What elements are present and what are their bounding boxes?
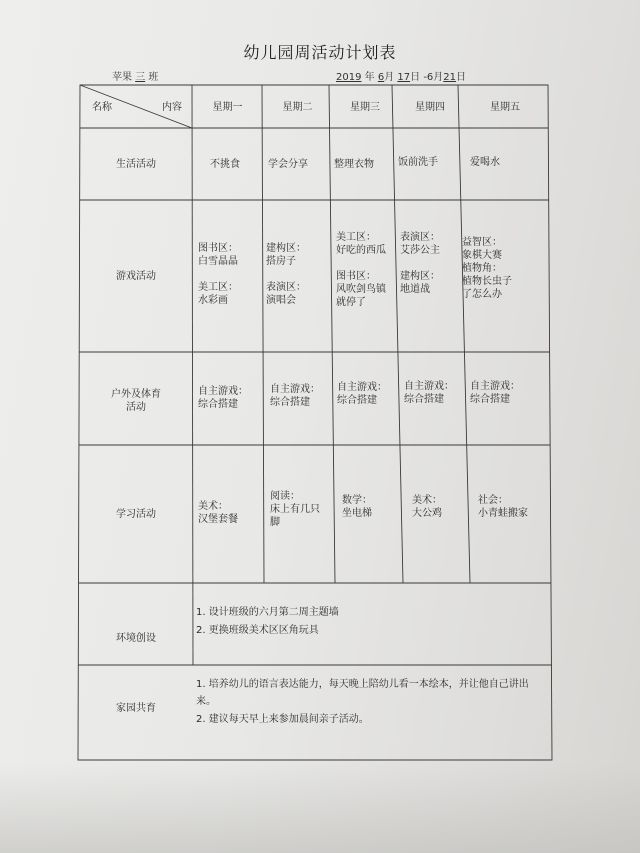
class-grade: 三 (135, 72, 146, 83)
game-tue: 建构区： 搭房子 表演区： 演唱会 (266, 243, 306, 306)
document-title: 幼儿园周活动计划表 (243, 43, 397, 62)
header-day-2: 星期二 (282, 102, 313, 113)
table-border (78, 85, 552, 760)
date-month-unit-2: 月 (433, 72, 444, 83)
row-name-environment: 环境创设 (116, 633, 156, 644)
life-mon: 不挑食 (210, 159, 240, 170)
date-start-month: 6 (377, 72, 385, 83)
class-prefix: 苹果 (112, 72, 132, 83)
study-fri: 社会： 小青蛙搬家 (478, 495, 528, 519)
col-line (458, 85, 470, 583)
header-day-4: 星期四 (415, 102, 445, 113)
col-line (192, 85, 193, 665)
date-end-month: -6 (423, 72, 434, 83)
life-tue: 学会分享 (268, 159, 308, 170)
header-day-1: 星期一 (212, 102, 243, 113)
col-line (262, 85, 264, 583)
family-line-1: 1. 培养幼儿的语言表达能力，每天晚上陪幼儿看一本绘本，并让他自己讲出来。 (196, 679, 529, 707)
family-line-2: 2. 建议每天早上来参加晨间亲子活动。 (196, 714, 369, 725)
outdoor-mon: 自主游戏： 综合搭建 (198, 386, 248, 410)
outdoor-tue: 自主游戏： 综合搭建 (270, 384, 320, 408)
outdoor-thu: 自主游戏： 综合搭建 (404, 381, 454, 405)
date-month-unit: 月 (384, 72, 395, 83)
date-day-unit-2: 日 (456, 72, 467, 83)
row-name-outdoor: 户外及体育 活动 (111, 389, 161, 413)
life-wed: 整理衣物 (334, 159, 374, 170)
header-day-3: 星期三 (350, 102, 380, 113)
row-name-family: 家园共育 (116, 703, 156, 714)
class-suffix: 班 (148, 72, 159, 83)
game-wed: 美工区： 好吃的西瓜 图书区： 风吹剑鸟镇 就停了 (336, 232, 386, 308)
game-fri: 益智区： 象棋大赛 植物角： 植物长虫子 了怎么办 (462, 237, 512, 300)
life-thu: 饭前洗手 (398, 157, 438, 168)
date-end-day: 21 (443, 72, 457, 83)
row-name-study: 学习活动 (116, 509, 156, 520)
study-wed: 数学： 坐电梯 (342, 495, 372, 519)
date-year-unit: 年 (364, 72, 375, 83)
date-start-day: 17 (397, 72, 411, 83)
date-year: 2019 (336, 72, 362, 83)
game-thu: 表演区： 艾莎公主 建构区： 地道战 (400, 232, 440, 295)
date-day-unit: 日 (410, 72, 421, 83)
row-name-life: 生活活动 (116, 159, 156, 170)
outdoor-wed: 自主游戏： 综合搭建 (337, 382, 387, 406)
study-thu: 美术： 大公鸡 (412, 495, 442, 519)
header-day-5: 星期五 (490, 102, 520, 113)
study-mon: 美术： 汉堡套餐 (198, 501, 238, 525)
row-name-game: 游戏活动 (116, 271, 156, 282)
study-tue: 阅读： 床上有几只 脚 (270, 491, 320, 528)
environment-line-2: 2. 更换班级美术区区角玩具 (196, 625, 319, 636)
game-mon: 图书区： 白雪晶晶 美工区： 水彩画 (198, 243, 238, 306)
header-name-label: 名称 (92, 102, 112, 113)
environment-line-1: 1. 设计班级的六月第二周主题墙 (196, 607, 339, 618)
life-fri: 爱喝水 (470, 157, 500, 168)
header-content-label: 内容 (162, 102, 182, 113)
outdoor-fri: 自主游戏： 综合搭建 (470, 381, 520, 405)
